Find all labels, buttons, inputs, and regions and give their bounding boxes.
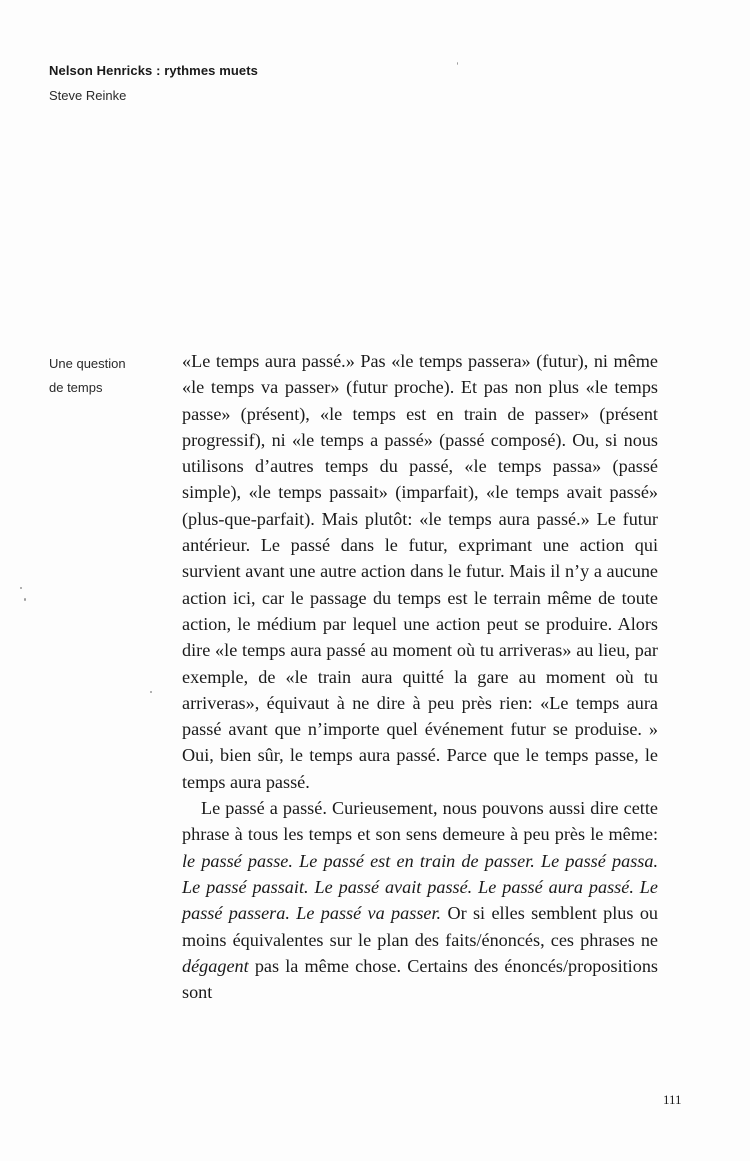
scan-speck xyxy=(150,691,152,693)
paragraph-2-middle: Or si elles semblent plus ou moins équivalentes sur le plan des faits/énoncés, ces phrases ne xyxy=(182,903,659,950)
running-header-author: Steve Reinke xyxy=(49,88,127,103)
paragraph-2-end: pas la même chose. Certains des énoncés/propositions sont xyxy=(182,955,658,1003)
paragraph-2-italic-word: dégagent xyxy=(182,955,249,976)
page-number: 111 xyxy=(663,1092,682,1107)
scan-speck xyxy=(24,598,26,601)
margin-note-line: de temps xyxy=(49,380,103,395)
margin-note xyxy=(49,352,159,400)
margin-note-line: Une question xyxy=(49,356,126,371)
body-text xyxy=(182,348,658,1005)
paragraph-2 xyxy=(182,795,658,1005)
paragraph-2-start: Le passé a passé. Curieusement, nous pouvons aussi dire cette phrase à tous les temps et son sens demeure à peu près le même: xyxy=(182,798,658,845)
paragraph-2-italic-examples: le passé passe. Le passé est en train de passer. Le passé passa. Le passé passait. Le passé avait passé. Le passé aura passé. Le passé passera. Le passé va passer. xyxy=(182,850,658,924)
running-header-title: Nelson Henricks : rythmes muets xyxy=(49,63,259,78)
scan-speck xyxy=(457,62,458,65)
paragraph-1: «Le temps aura passé.» Pas «le temps passera» (futur), ni même «le temps va passer» (futur proche). Et pas non plus «le temps passe» (présent), «le temps est en train de passer» (présent progressif), ni «le temps a passé» (passé composé). Ou, si nous utilisons d’autres temps du passé, «le temps passa» (passé simple), «le temps passait» (imparfait), «le temps avait passé» (plus-que-parfait). Mais plutôt: «le temps aura passé.» Le futur antérieur. Le passé dans le futur, exprimant une action qui survient avant une autre action dans le futur. Mais il n’y a aucune action ici, car le passage du temps est le terrain même de toute action, le médium par lequel une action peut se produire. Alors dire «le temps aura passé au moment où tu arriveras» au lieu, par exemple, de «le train aura quitté la gare au moment où tu arriveras», équivaut à ne dire à peu près rien: «Le temps aura passé avant que n’importe quel événement futur se produise. » Oui, bien sûr, le temps aura passé. Parce que le temps passe, le temps aura passé. xyxy=(182,351,658,792)
scan-speck xyxy=(20,587,22,589)
